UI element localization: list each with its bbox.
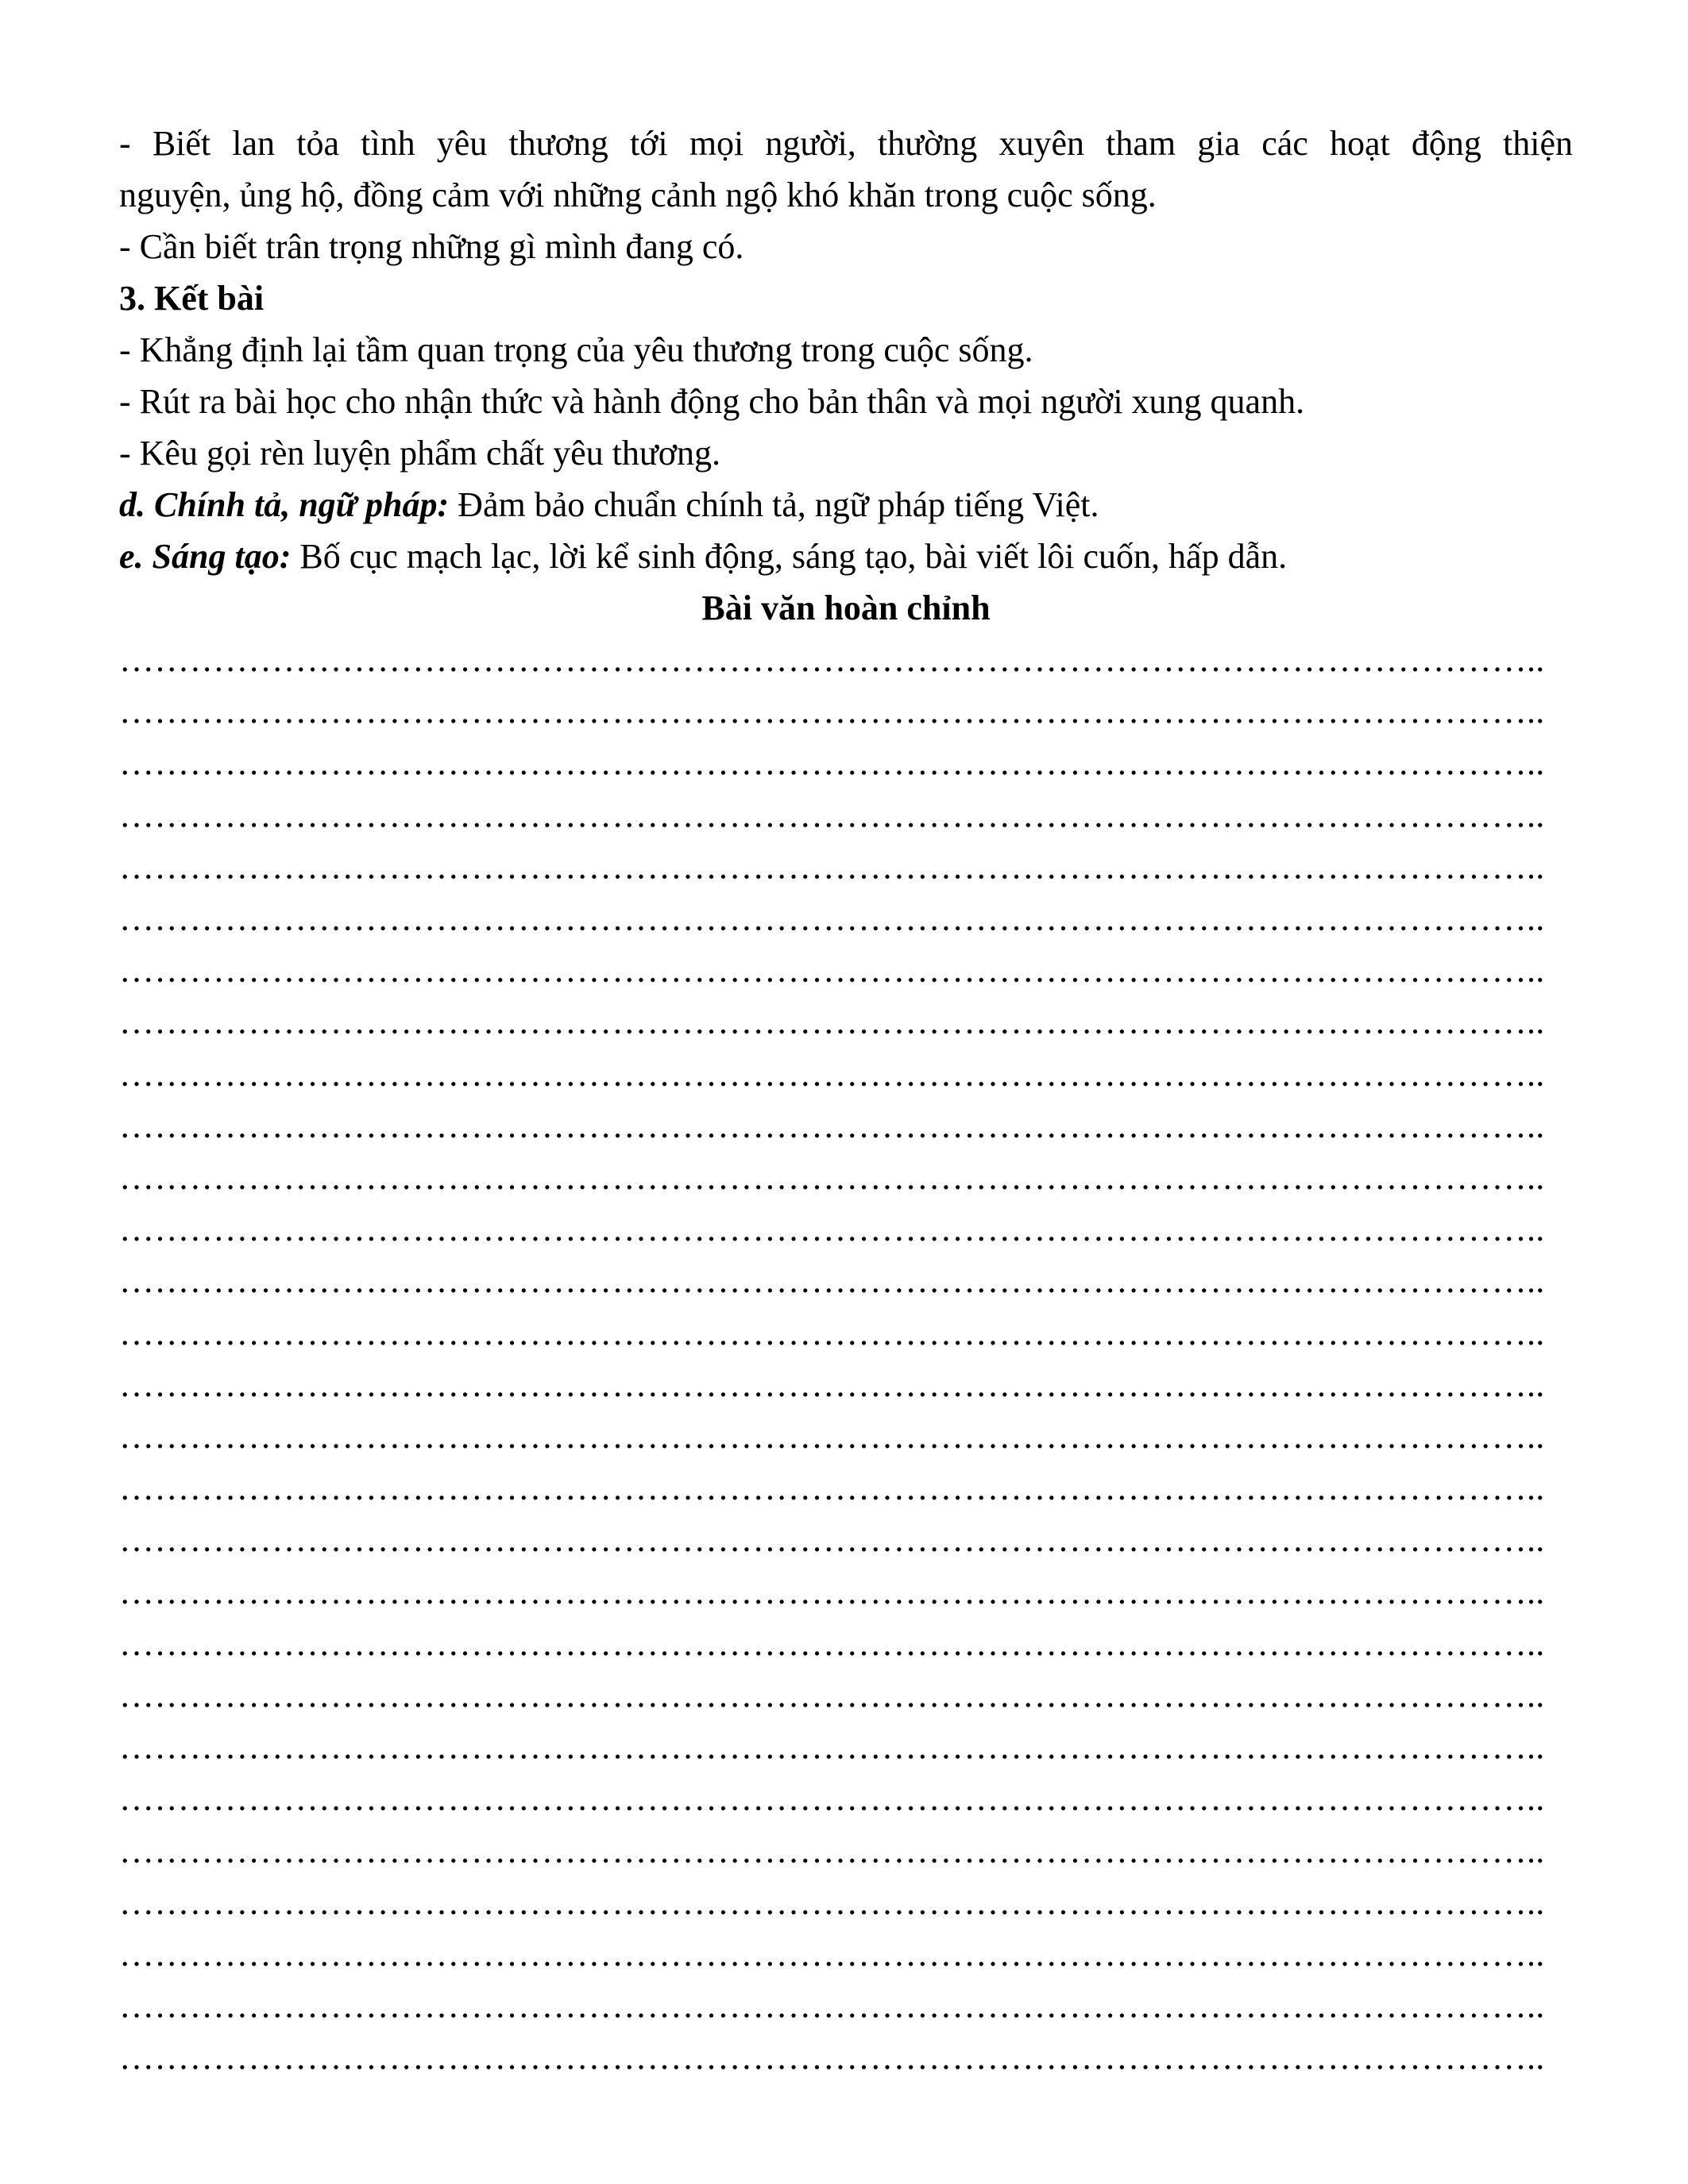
writing-line[interactable]: ………………………………………………………………………………………………………….. bbox=[119, 1831, 1545, 1870]
writing-line[interactable]: ………………………………………………………………………………………………………….. bbox=[119, 1727, 1545, 1767]
writing-line[interactable]: ………………………………………………………………………………………………………….. bbox=[119, 1520, 1545, 1560]
writing-line[interactable]: ………………………………………………………………………………………………………….. bbox=[119, 1676, 1545, 1715]
ket-bai-item-2: - Rút ra bài học cho nhận thức và hành động cho bản thân và mọi người xung quanh. bbox=[119, 382, 1305, 421]
writing-line[interactable]: ………………………………………………………………………………………………………….. bbox=[119, 1210, 1545, 1249]
writing-line[interactable]: ………………………………………………………………………………………………………….. bbox=[119, 1313, 1545, 1352]
ket-bai-item-1: - Khẳng định lại tầm quan trọng của yêu thương trong cuộc sống. bbox=[119, 330, 1033, 369]
bullet-spread-love-line-1: - Biết lan tỏa tình yêu thương tới mọi người, thường xuyên tham gia các hoạt động thiện bbox=[119, 124, 1573, 163]
writing-line[interactable]: ………………………………………………………………………………………………………….. bbox=[119, 2038, 1545, 2078]
writing-line[interactable]: ………………………………………………………………………………………………………….. bbox=[119, 692, 1545, 731]
ket-bai-heading: 3. Kết bài bbox=[119, 279, 265, 318]
criteria-d-text: Đảm bảo chuẩn chính tả, ngữ pháp tiếng Việt. bbox=[449, 485, 1099, 524]
writing-line[interactable]: ………………………………………………………………………………………………………….. bbox=[119, 1986, 1545, 2026]
writing-line[interactable]: ………………………………………………………………………………………………………….. bbox=[119, 847, 1545, 886]
writing-line[interactable]: ………………………………………………………………………………………………………….. bbox=[119, 1779, 1545, 1819]
writing-line[interactable]: ………………………………………………………………………………………………………….. bbox=[119, 1882, 1545, 1922]
writing-line[interactable]: ………………………………………………………………………………………………………….. bbox=[119, 1054, 1545, 1094]
criteria-d bbox=[119, 479, 1573, 531]
writing-line[interactable]: ………………………………………………………………………………………………………….. bbox=[119, 795, 1545, 835]
writing-line[interactable]: ………………………………………………………………………………………………………….. bbox=[119, 951, 1545, 990]
writing-line[interactable]: ………………………………………………………………………………………………………….. bbox=[119, 1572, 1545, 1611]
writing-line[interactable]: ………………………………………………………………………………………………………….. bbox=[119, 1623, 1545, 1663]
writing-line[interactable]: ………………………………………………………………………………………………………….. bbox=[119, 1417, 1545, 1457]
document-page bbox=[119, 118, 1573, 2084]
essay-writing-area bbox=[119, 634, 1573, 2084]
criteria-d-label: d. Chính tả, ngữ pháp: bbox=[119, 485, 450, 524]
writing-line[interactable]: ………………………………………………………………………………………………………….. bbox=[119, 1468, 1545, 1508]
writing-line[interactable]: ………………………………………………………………………………………………………….. bbox=[119, 743, 1545, 783]
writing-line[interactable]: ………………………………………………………………………………………………………….. bbox=[119, 1935, 1545, 1974]
writing-line[interactable]: ………………………………………………………………………………………………………….. bbox=[119, 899, 1545, 939]
writing-line[interactable]: ………………………………………………………………………………………………………….. bbox=[119, 1261, 1545, 1301]
writing-line[interactable]: ………………………………………………………………………………………………………….. bbox=[119, 1158, 1545, 1198]
writing-line[interactable]: ………………………………………………………………………………………………………….. bbox=[119, 1002, 1545, 1042]
bullet-cherish: - Cần biết trân trọng những gì mình đang có. bbox=[119, 227, 744, 266]
ket-bai-item-3: - Kêu gọi rèn luyện phẩm chất yêu thương. bbox=[119, 434, 721, 473]
criteria-e-label: e. Sáng tạo: bbox=[119, 537, 292, 576]
essay-title: Bài văn hoàn chỉnh bbox=[701, 588, 991, 627]
criteria-e bbox=[119, 531, 1573, 582]
writing-line[interactable]: ………………………………………………………………………………………………………….. bbox=[119, 640, 1545, 679]
writing-line[interactable]: ………………………………………………………………………………………………………….. bbox=[119, 1106, 1545, 1145]
criteria-e-text: Bố cục mạch lạc, lời kể sinh động, sáng tạo, bài viết lôi cuốn, hấp dẫn. bbox=[291, 537, 1288, 576]
bullet-spread-love-line-2: nguyện, ủng hộ, đồng cảm với những cảnh ngộ khó khăn trong cuộc sống. bbox=[119, 176, 1157, 214]
writing-line[interactable]: ………………………………………………………………………………………………………….. bbox=[119, 1364, 1545, 1404]
